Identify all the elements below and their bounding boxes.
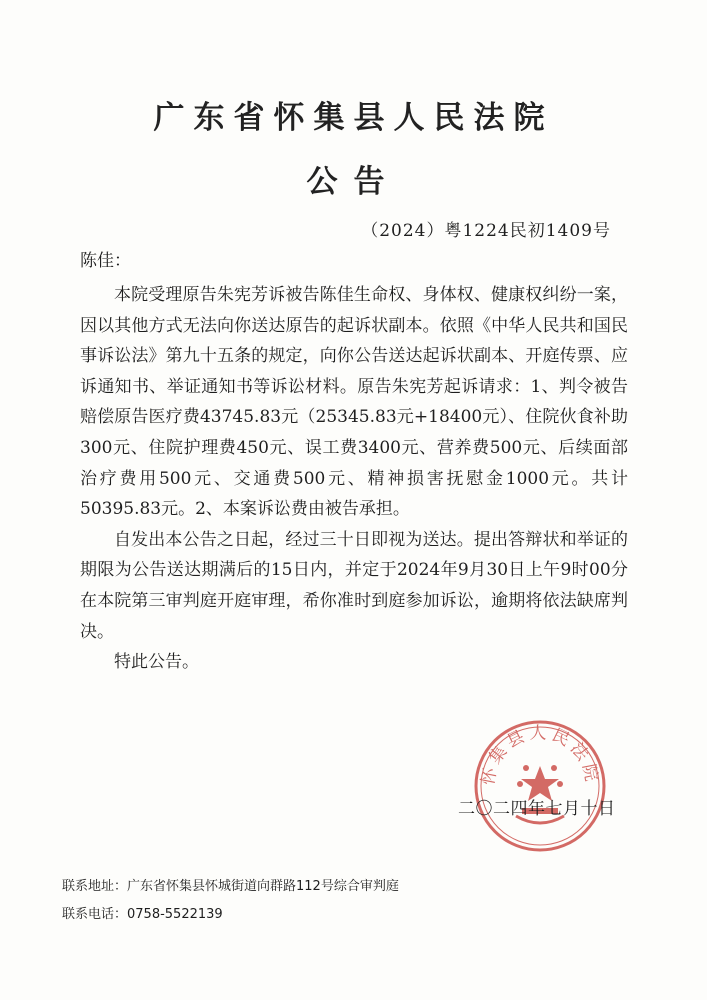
body-paragraph-claim: 本院受理原告朱宪芳诉被告陈佳生命权、身体权、健康权纠纷一案，因以其他方式无法向你送达原告的起诉状副本。依照《中华人民共和国民事诉讼法》第九十五条的规定，向你公告送达起诉状副本、开庭传票、应诉通知书、举证通知书等诉讼材料。原告朱宪芳起诉请求：1、判令被告赔偿原告医疗费43745.83元（25345.83元+18400元）、住院伙食补助300元、住院护理费450元、误工费3400元、营养费500元、后续面部治疗费用500元、交通费500元、精神损害抚慰金1000元。共计50395.83元。2、本案诉讼费由被告承担。	[80, 285, 628, 520]
svg-text:怀集县人民法院: 怀集县人民法院	[478, 723, 602, 787]
addressee: 陈佳：	[80, 251, 131, 271]
court-name-heading: 广东省怀集县人民法院	[153, 100, 554, 136]
document-type-heading: 公告	[306, 164, 401, 200]
contact-address: 联系地址：广东省怀集县怀城街道向群路112号综合审判庭	[62, 879, 399, 894]
contact-phone: 联系电话：0758-5522139	[62, 907, 223, 922]
body-paragraph-hearing: 自发出本公告之日起，经过三十日即视为送达。提出答辩状和举证的期限为公告送达期满后的15日内，并定于2024年9月30日上午9时00分在本院第三审判庭开庭审理，希你准时到庭参加诉讼，逾期将依法缺席判决。	[80, 529, 628, 642]
issue-date: 二〇二四年七月十日	[458, 799, 616, 819]
case-number: （2024）粤1224民初1409号	[361, 221, 611, 241]
body-paragraph-closing: 特此公告。	[114, 652, 199, 673]
court-seal-icon	[470, 716, 610, 856]
notice-body	[80, 280, 628, 678]
